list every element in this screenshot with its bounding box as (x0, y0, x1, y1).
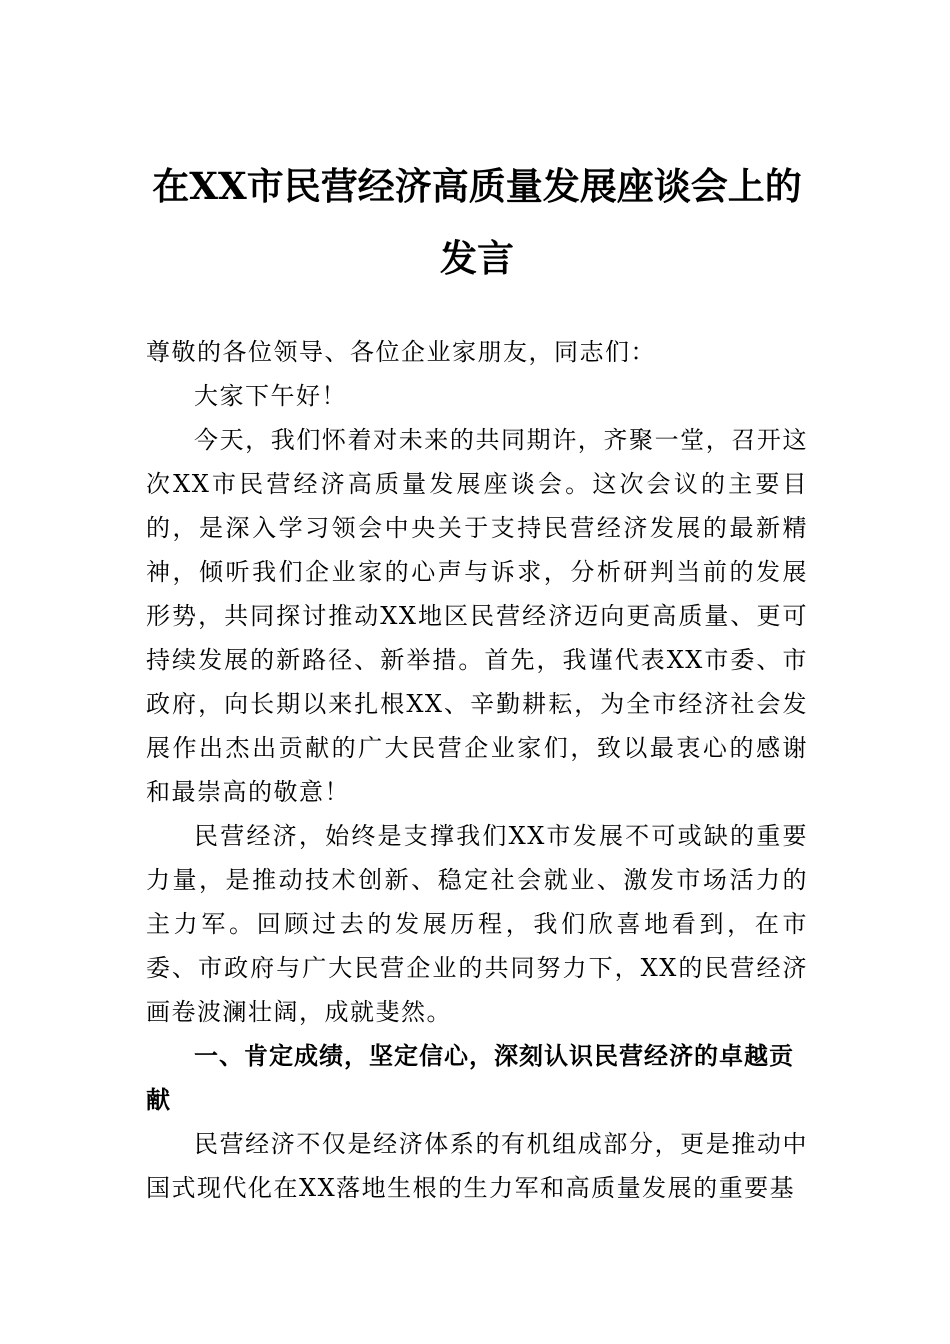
paragraph-1: 今天，我们怀着对未来的共同期许，齐聚一堂，召开这次XX市民营经济高质量发展座谈会。这次会议的主要目的，是深入学习领会中央关于支持民营经济发展的最新精神，倾听我们企业家的心声与诉求，分析研判当前的发展形势，共同探讨推动XX地区民营经济迈向更高质量、更可持续发展的新路径、新举措。首先，我谨代表XX市委、市政府，向长期以来扎根XX、辛勤耕耘，为全市经济社会发展作出杰出贡献的广大民营企业家们，致以最衷心的感谢和最崇高的敬意！ (146, 426, 808, 806)
document-title: 在XX市民营经济高质量发展座谈会上的发言 (152, 164, 802, 280)
paragraph-2: 民营经济，始终是支撑我们XX市发展不可或缺的重要力量，是推动技术创新、稳定社会就业、激发市场活力的主力军。回顾过去的发展历程，我们欣喜地看到，在市委、市政府与广大民营企业的共同努力下，XX的民营经济画卷波澜壮阔，成就斐然。 (146, 822, 808, 1026)
document-page (146, 150, 808, 1210)
greeting: 大家下午好！ (194, 382, 347, 410)
salutation: 尊敬的各位领导、各位企业家朋友，同志们： (146, 338, 656, 366)
paragraph-3: 民营经济不仅是经济体系的有机组成部分，更是推动中国式现代化在XX落地生根的生力军和高质量发展的重要基 (146, 1130, 808, 1202)
section-heading-1: 一、肯定成绩，坚定信心，深刻认识民营经济的卓越贡献 (146, 1042, 794, 1114)
